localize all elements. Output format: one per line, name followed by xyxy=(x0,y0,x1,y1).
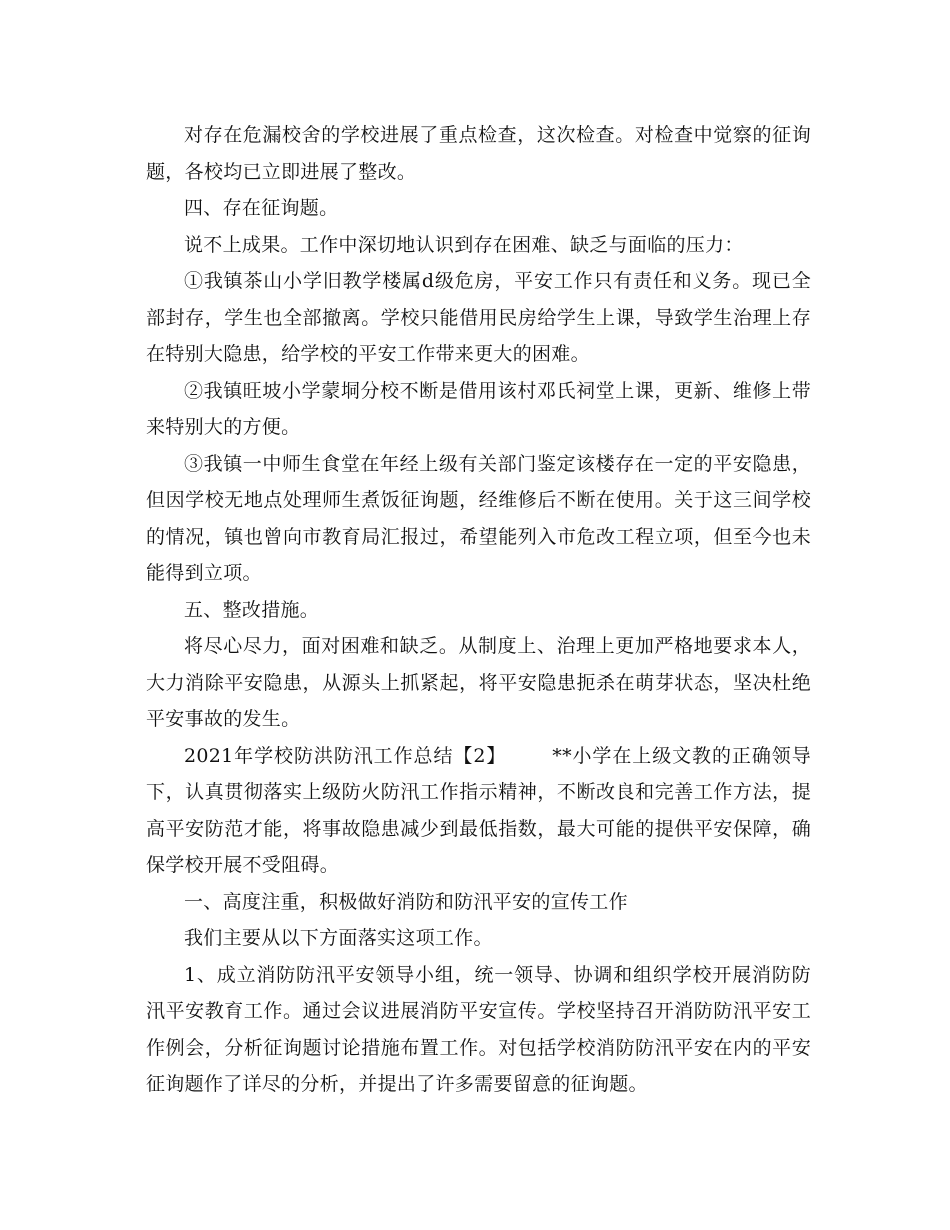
document-body xyxy=(146,117,811,1103)
list-item: ②我镇旺坡小学蒙垌分校不断是借用该村邓氏祠堂上课，更新、维修上带来特别大的方便。 xyxy=(146,379,811,438)
article-intro: **小学在上级文教的正确领导下，认真贯彻落实上级防火防汛工作指示精神，不断改良和完善工作方法，提高平安防范才能，将事故隐患减少到最低指数，最大可能的提供平安保障，确保学校开展不受阻碍。 xyxy=(146,744,812,876)
paragraph: 将尽心尽力，面对困难和缺乏。从制度上、治理上更加严格地要求本人，大力消除平安隐患，从源头上抓紧起，将平安隐患扼杀在萌芽状态，坚决杜绝平安事故的发生。 xyxy=(146,635,811,730)
section-heading: 五、整改措施。 xyxy=(184,598,320,621)
section-heading: 四、存在征询题。 xyxy=(184,197,339,219)
article-title-paragraph xyxy=(146,738,811,884)
section-heading: 一、高度注重，积极做好消防和防汛平安的宣传工作 xyxy=(184,890,628,913)
paragraph: 说不上成果。工作中深切地认识到存在困难、缺乏与面临的压力： xyxy=(184,233,744,256)
list-item: ①我镇茶山小学旧教学楼属d级危房，平安工作只有责任和义务。现已全部封存，学生也全部撤离。学校只能借用民房给学生上课，导致学生治理上存在特别大隐患，给学校的平安工作带来更大的困难。 xyxy=(146,270,811,365)
list-item: ③我镇一中师生食堂在年经上级有关部门鉴定该楼存在一定的平安隐患，但因学校无地点处理师生煮饭征询题，经维修后不断在使用。关于这三间学校的情况，镇也曾向市教育局汇报过，希望能列入市危改工程立项，但至今也未能得到立项。 xyxy=(146,452,811,584)
list-item: 1、成立消防防汛平安领导小组，统一领导、协调和组织学校开展消防防汛平安教育工作。通过会议进展消防平安宣传。学校坚持召开消防防汛平安工作例会，分析征询题讨论措施布置工作。对包括学校消防防汛平安在内的平安征询题作了详尽的分析，并提出了许多需要留意的征询题。 xyxy=(146,963,811,1095)
paragraph: 我们主要从以下方面落实这项工作。 xyxy=(184,927,493,949)
article-title: 2021年学校防洪防汛工作总结【2】 xyxy=(184,744,507,767)
paragraph: 对存在危漏校舍的学校进展了重点检查，这次检查。对检查中觉察的征询题，各校均已立即进展了整改。 xyxy=(146,124,811,183)
